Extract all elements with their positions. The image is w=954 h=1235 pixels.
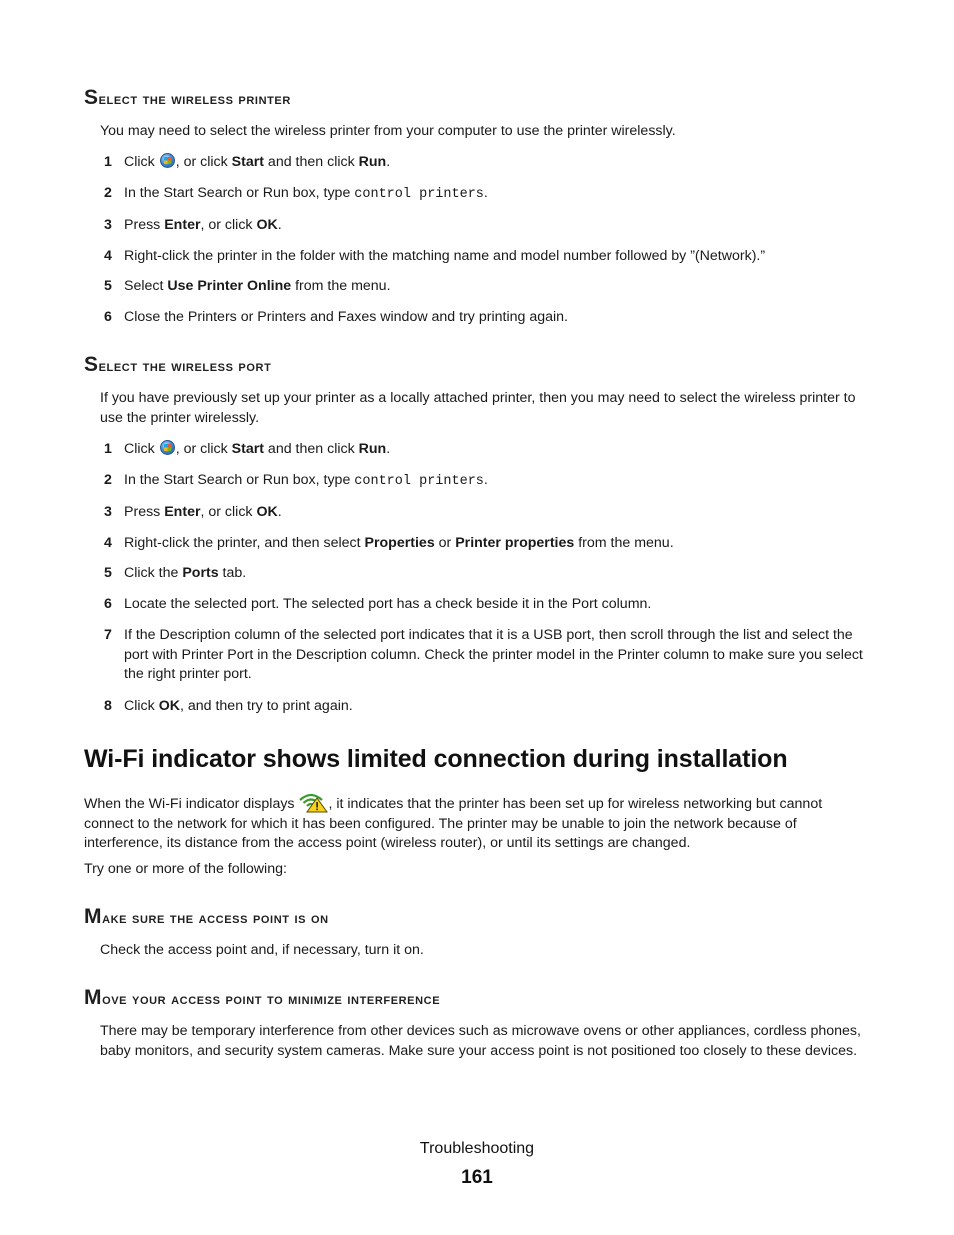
port-intro: If you have previously set up your printer as a locally attached printer, then you may need to select the wireless printer to use the printer wirelessly. xyxy=(100,390,856,426)
printer-intro: You may need to select the wireless printer from your computer to use the printer wirelessly. xyxy=(100,123,676,139)
access-point-on-body: Check the access point and, if necessary, turn it on. xyxy=(100,942,424,958)
heading-access-point-on: Make sure the access point is on xyxy=(84,905,329,928)
wifi-paragraph-2: Try one or more of the following: xyxy=(84,861,287,877)
heading-select-wireless-printer: Select the wireless printer xyxy=(84,86,291,109)
wifi-paragraph-1: When the Wi-Fi indicator displays , it indicates that the printer has been set up for wireless networking but cannot connect to the network for which it has been configured. The printer may be unable to join the network because of interference, its distance from the access point (wireless router), or until its settings are changed. xyxy=(84,791,874,854)
wifi-warning-icon xyxy=(298,791,328,813)
page-number: 161 xyxy=(461,1167,493,1188)
windows-start-orb-icon xyxy=(160,440,175,455)
heading-wifi-limited-connection: Wi-Fi indicator shows limited connection during installation xyxy=(84,745,788,773)
heading-select-wireless-port: Select the wireless port xyxy=(84,353,272,376)
windows-start-orb-icon xyxy=(160,153,175,168)
footer-section-label: Troubleshooting xyxy=(419,1140,535,1157)
document-page: Select the wireless printer You may need to select the wireless printer from your computer to use the printer wirelessly. 1 Click , or click Start and then click Run. 2 In the Start Search or Run box, type control printers. 3 Press Enter, or click OK. 4 Right-click the printer in the folder with the matching name and model number followed by ”(Network).” 5 Select Use Printer Online from the menu. 6 Close the Printers or Printers and Faxes window and try printing again. Select the wireless port If you have previously set up your printer as a locally attached printer, then you may need to select the wireless printer to use the printer wirelessly. 1 Click , or click Start and then click Run. 2 In the Start Search or Run box, type control printers. 3 Press Enter, or click OK. 4 Right-click the printer, and then select Properties or Printer properties from the menu. 5 Click the Ports tab. 6 Locate the selected port. The selected port has a check beside it in the Port column. 7 If the Description column of the selected port indicates that it is a USB port, then scroll through the list and select the port with Printer Port in the Description column. Check the printer model in the Printer column to make sure you select the right printer port. 8 Click OK, and then try to print again. Wi-Fi indicator shows limited connection during installation When the Wi-Fi indicator displays , it indicates that the printer has been set up for wireless networking but cannot connect to the network for which it has been configured. The printer may be unable to join the network because of interference, its distance from the access point (wireless router), or until its settings are changed. Try one or more of the following: Make sure the access point is on Check the access point and, if necessary, turn it on. Move your access point to minimize interference There may be temporary interference from other devices such as microwave ovens or other appliances, cordless phones, baby monitors, and security system cameras. Make sure your access point is not positioned too closely to these devices. Troubleshooting 161 xyxy=(0,0,954,1235)
heading-move-access-point: Move your access point to minimize interference xyxy=(84,986,441,1009)
move-access-point-body: There may be temporary interference from other devices such as microwave ovens or other appliances, cordless phones, baby monitors, and security system cameras. Make sure your access point is not positioned too closely to these devices. xyxy=(100,1023,861,1059)
